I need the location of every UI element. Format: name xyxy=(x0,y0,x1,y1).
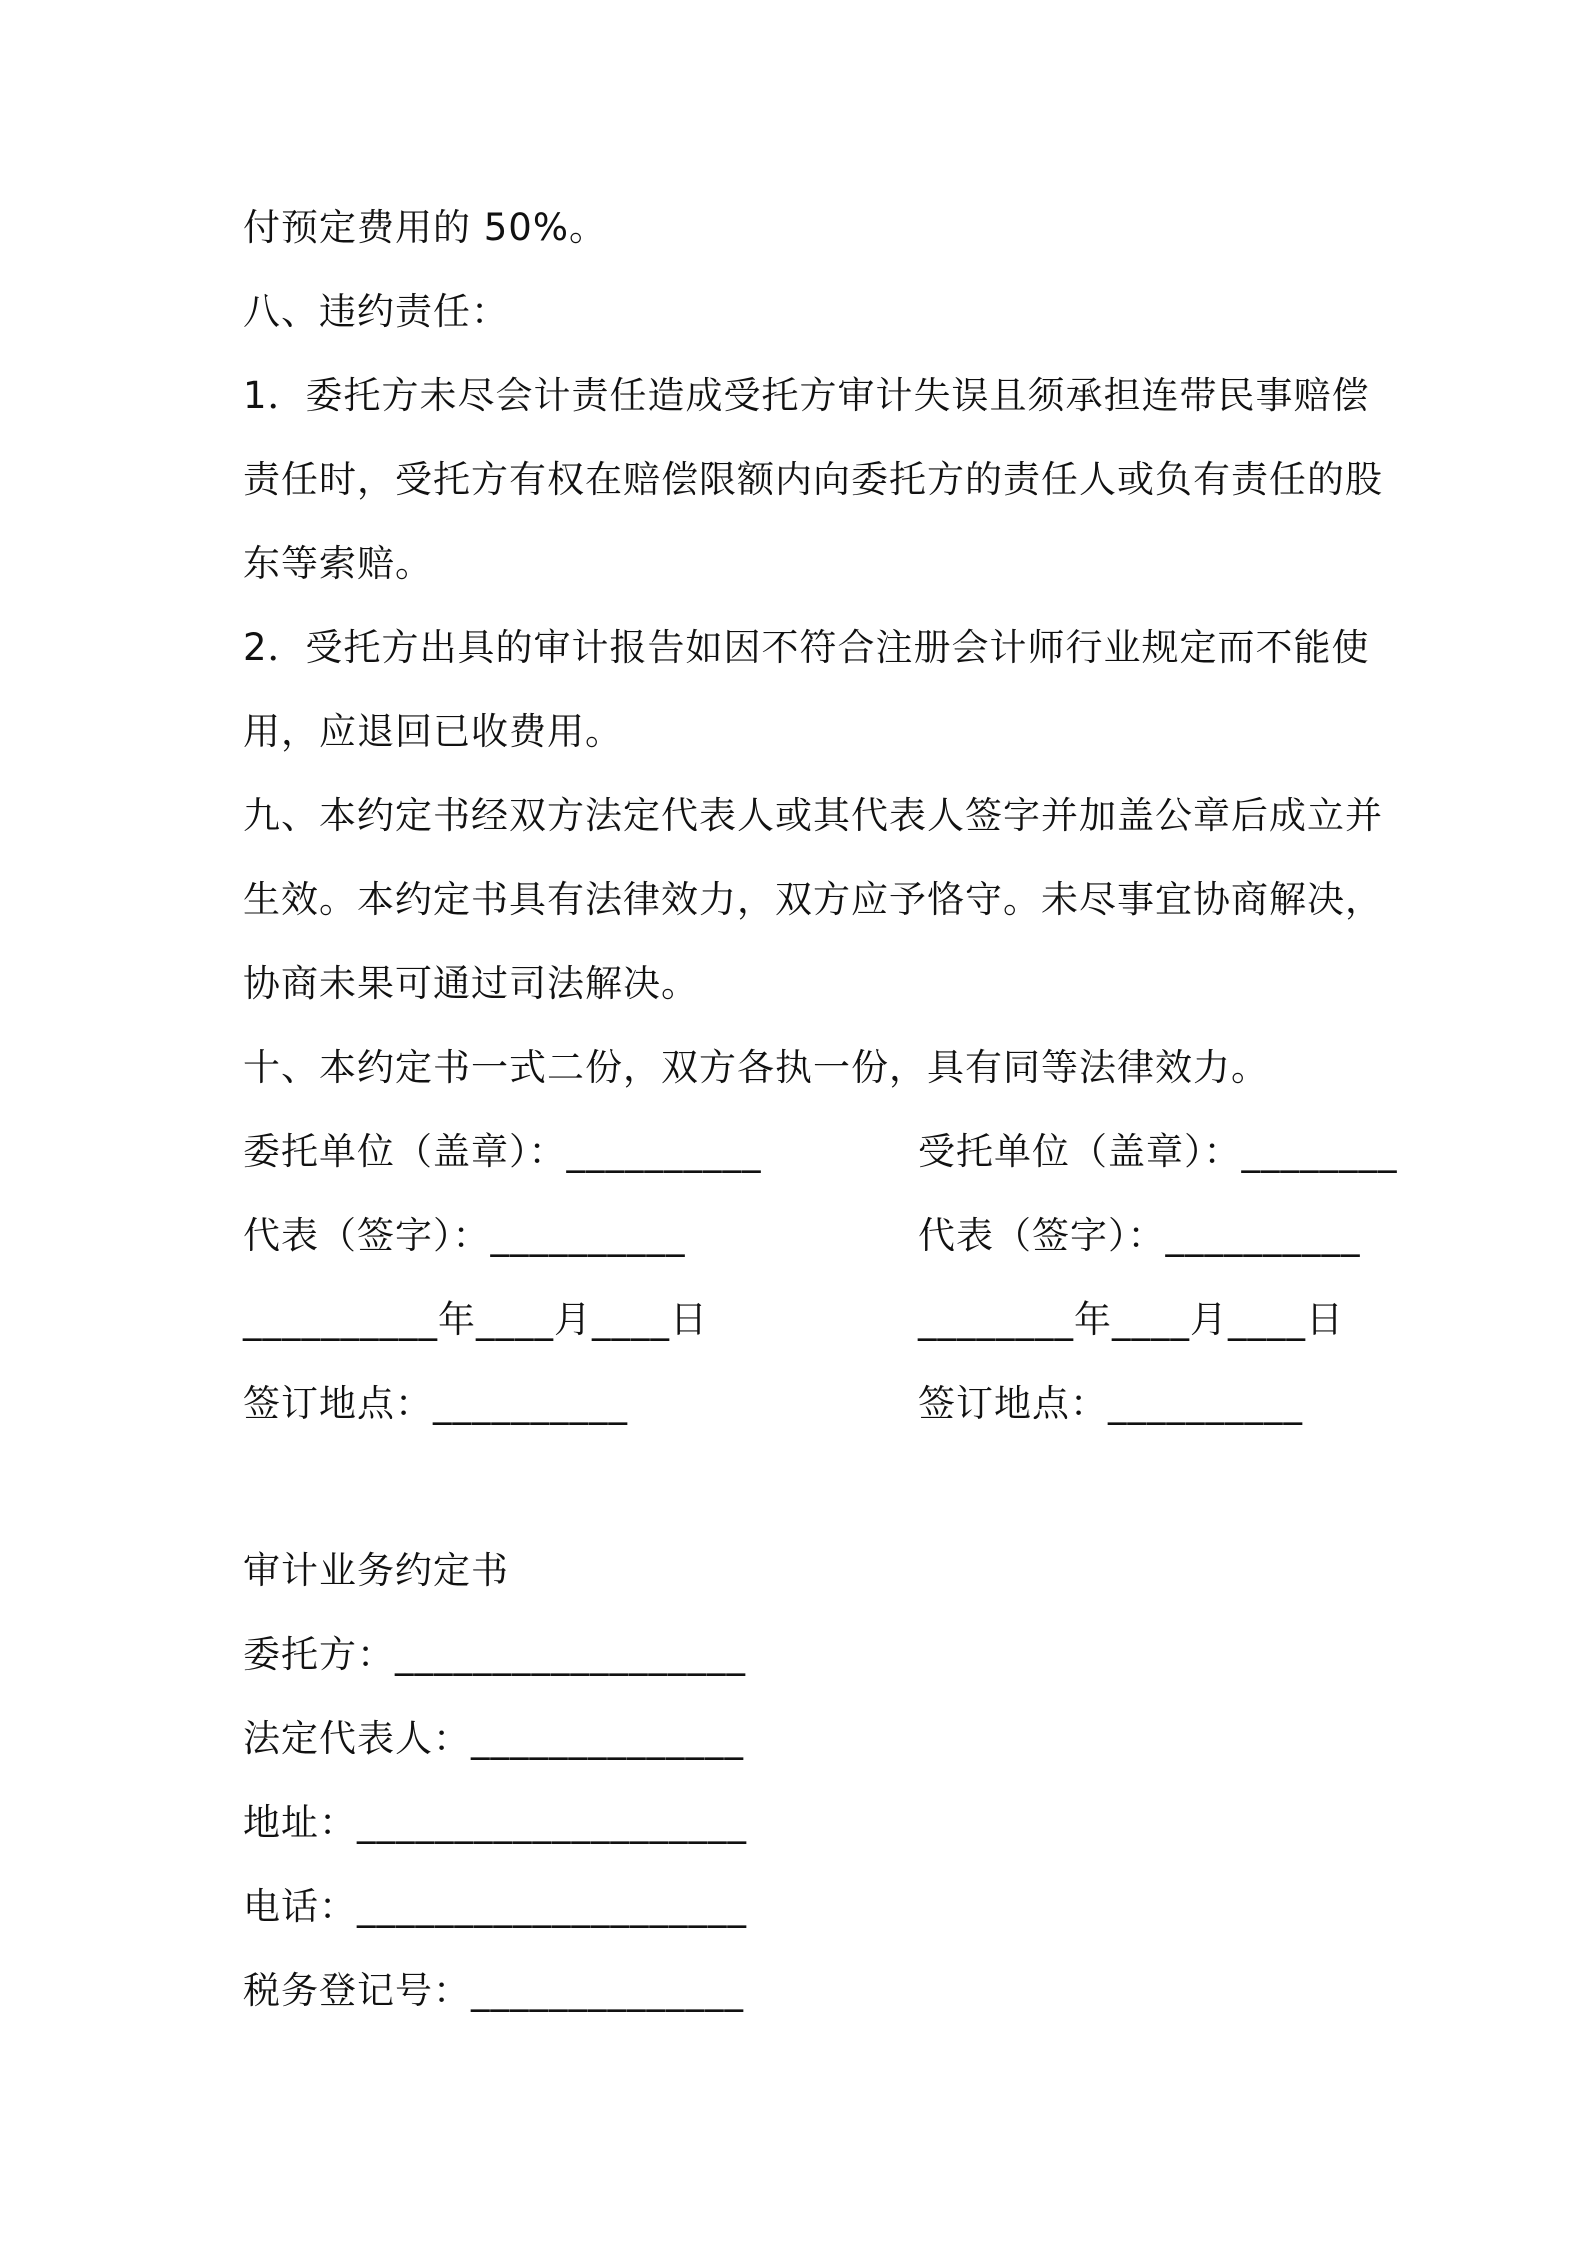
phone-field: 电话：____________________ xyxy=(243,1885,747,1928)
paragraph-payment-end: 付预定费用的 50%。 xyxy=(243,206,607,249)
second-document-title: 审计业务约定书 xyxy=(243,1549,509,1592)
contractor-representative: 代表（签字）：__________ xyxy=(918,1214,1361,1257)
clause-2-line-1: 2．受托方出具的审计报告如因不符合注册会计师行业规定而不能使 xyxy=(243,626,1370,669)
clause-1-line-3: 东等索赔。 xyxy=(243,542,433,585)
section-9-line-3: 协商未果可通过司法解决。 xyxy=(243,962,699,1005)
client-representative: 代表（签字）：__________ xyxy=(243,1214,686,1257)
tax-registration-field: 税务登记号：______________ xyxy=(243,1969,744,2012)
contractor-sign-place: 签订地点：__________ xyxy=(918,1382,1303,1425)
section-10: 十、本约定书一式二份，双方各执一份，具有同等法律效力。 xyxy=(243,1046,1269,1089)
clause-1-line-1: 1．委托方未尽会计责任造成受托方审计失误且须承担连带民事赔偿 xyxy=(243,374,1370,417)
client-sign-place: 签订地点：__________ xyxy=(243,1382,628,1425)
clause-1-line-2: 责任时，受托方有权在赔偿限额内向委托方的责任人或负有责任的股 xyxy=(243,458,1383,501)
legal-representative-field: 法定代表人：______________ xyxy=(243,1717,744,1760)
address-field: 地址：____________________ xyxy=(243,1801,747,1844)
client-date: __________年____月____日 xyxy=(243,1298,708,1341)
section-9-line-1: 九、本约定书经双方法定代表人或其代表人签字并加盖公章后成立并 xyxy=(243,794,1383,837)
clause-2-line-2: 用，应退回已收费用。 xyxy=(243,710,623,753)
contractor-date: ________年____月____日 xyxy=(918,1298,1344,1341)
section-heading-breach: 八、违约责任： xyxy=(243,290,509,333)
client-field: 委托方：__________________ xyxy=(243,1633,746,1676)
client-unit-seal: 委托单位（盖章）：__________ xyxy=(243,1130,762,1173)
section-9-line-2: 生效。本约定书具有法律效力，双方应予恪守。未尽事宜协商解决， xyxy=(243,878,1383,921)
contractor-unit-seal: 受托单位（盖章）：________ xyxy=(918,1130,1398,1173)
